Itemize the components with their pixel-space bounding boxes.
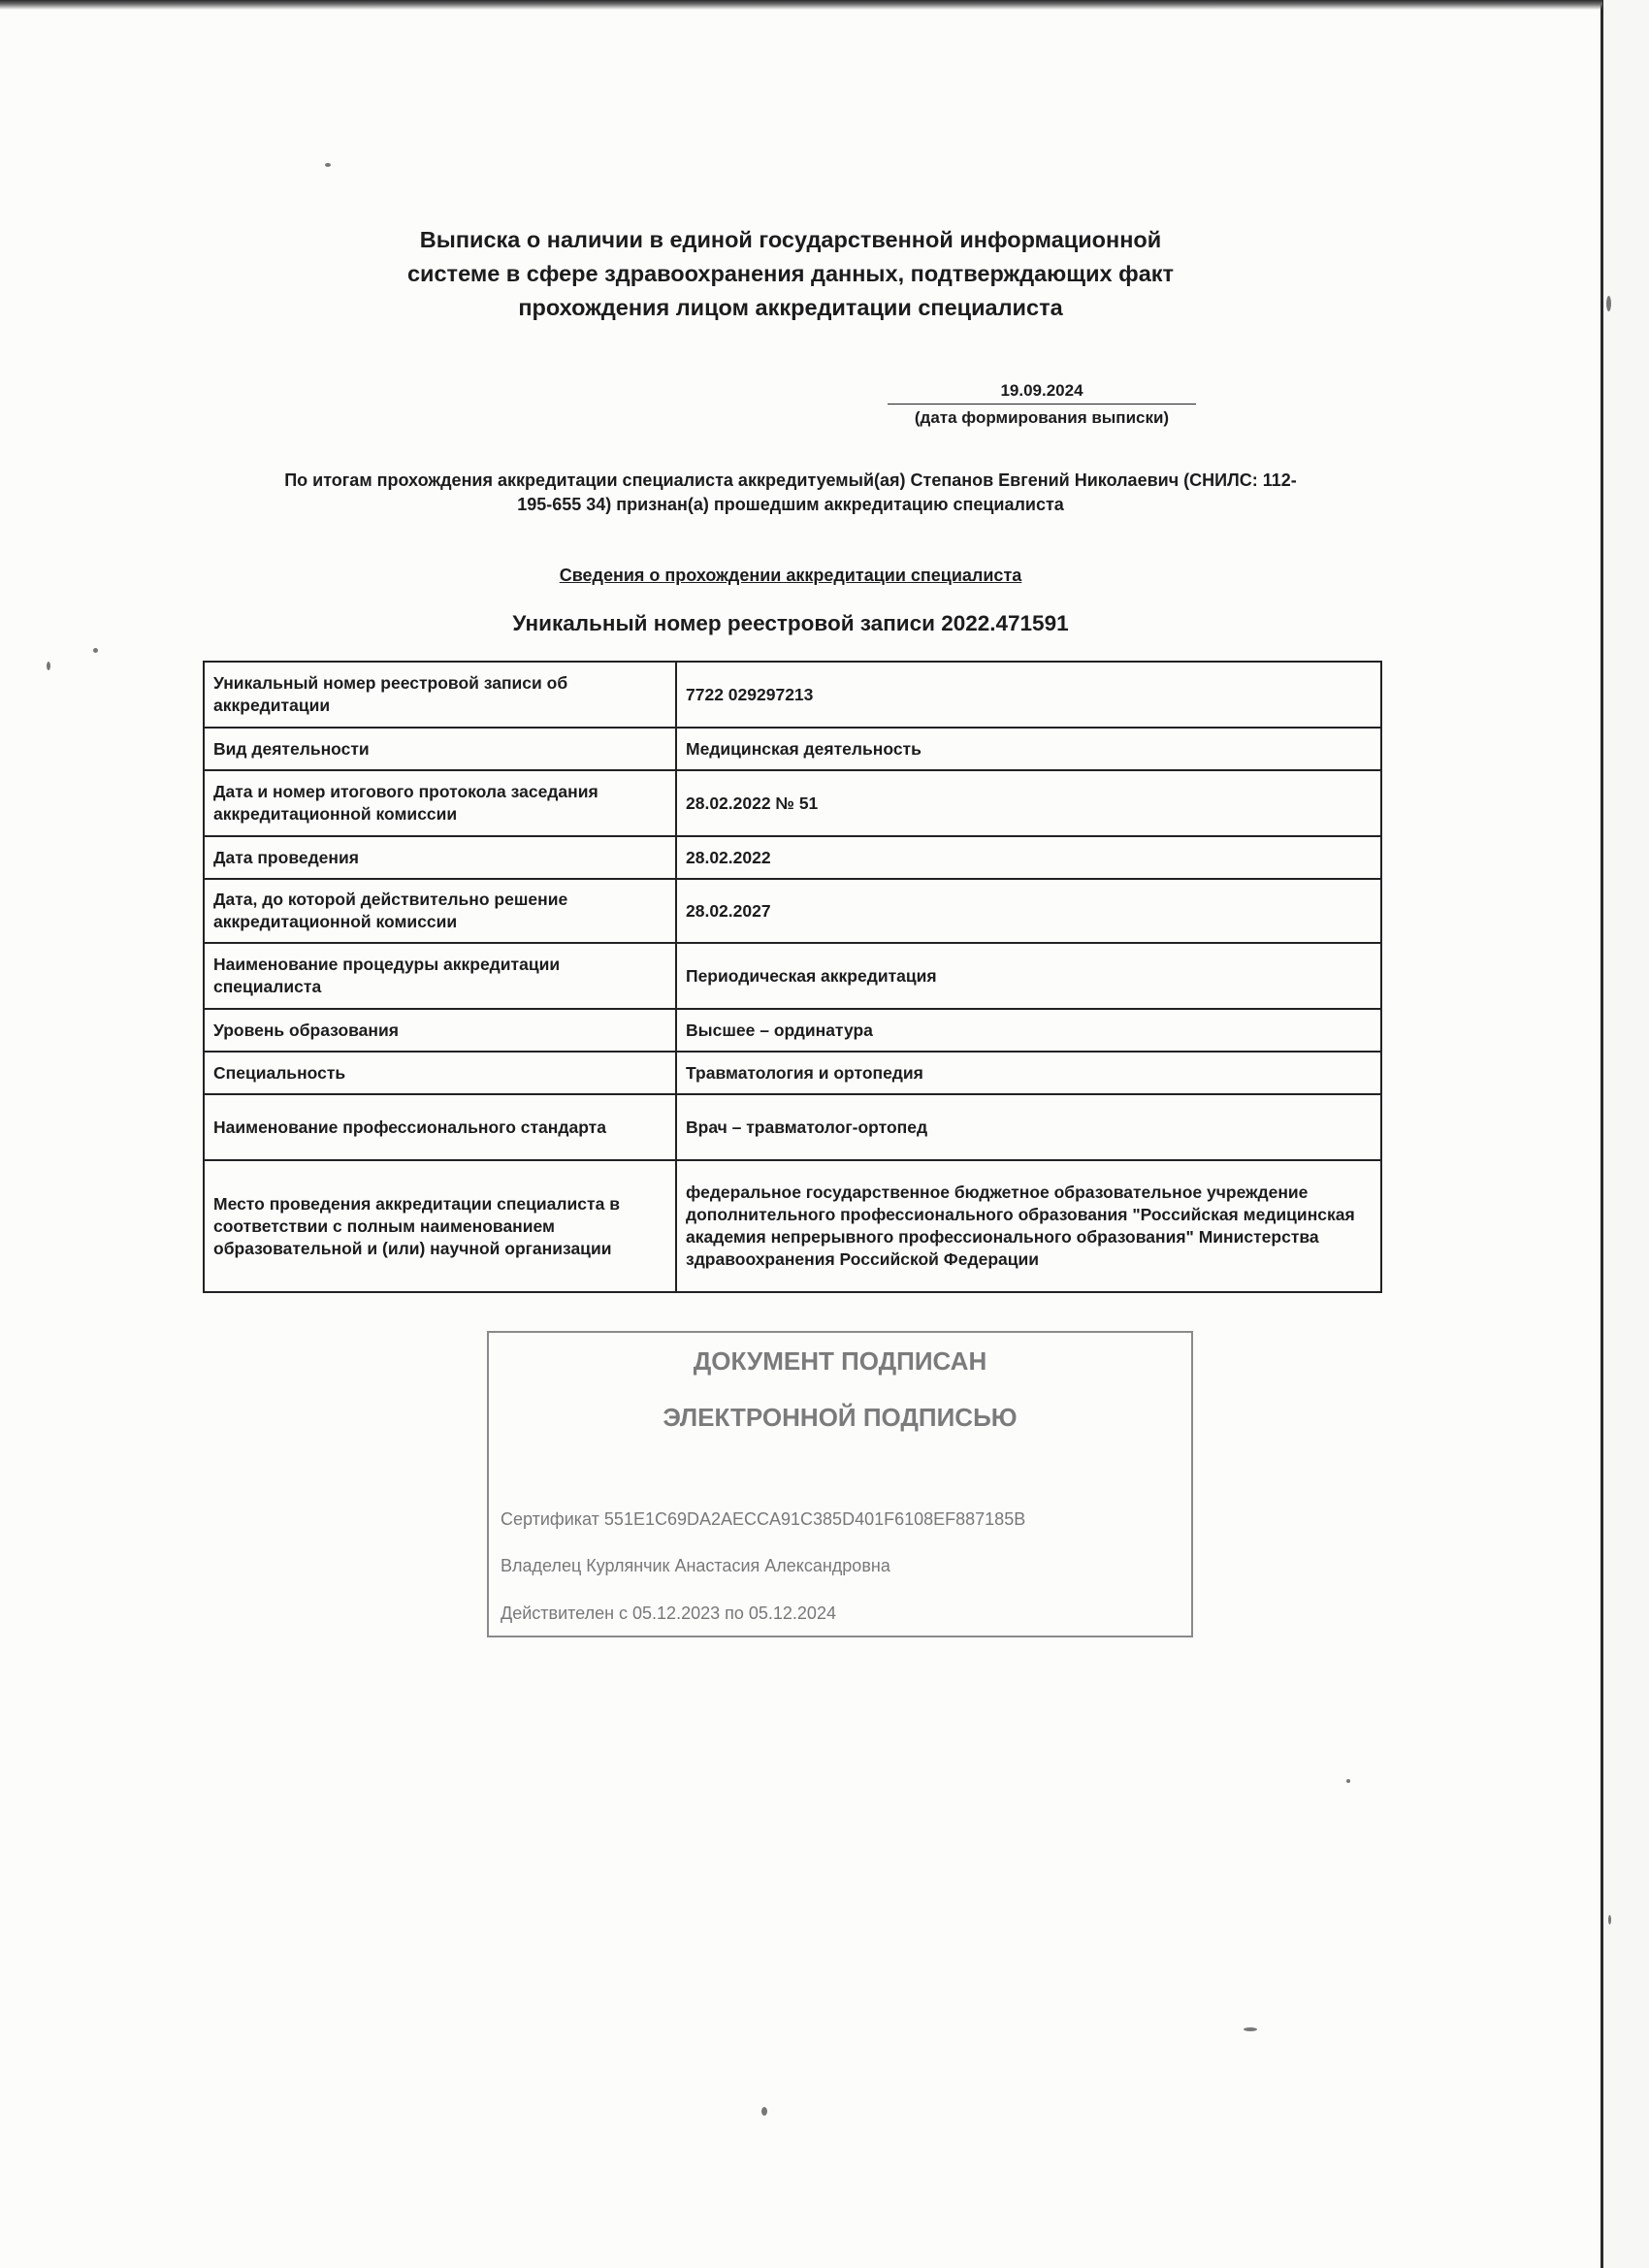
- row-value: Врач – травматолог-ортопед: [676, 1094, 1381, 1160]
- intro-line-2: 195-655 34) признан(а) прошедшим аккредитацию специалиста: [517, 495, 1064, 514]
- title-line-2: системе в сфере здравоохранения данных, подтверждающих факт: [406, 261, 1175, 286]
- row-label: Место проведения аккредитации специалиста в соответствии с полным наименованием образовательной и (или) научной организации: [204, 1160, 676, 1292]
- row-label: Вид деятельности: [204, 728, 676, 770]
- table-row: [204, 728, 1381, 770]
- row-label: Дата и номер итогового протокола заседания аккредитационной комиссии: [204, 770, 676, 836]
- intro-line-1: По итогам прохождения аккредитации специалиста аккредитуемый(ая) Степанов Евгений Николаевич (СНИЛС: 112-: [284, 470, 1297, 490]
- issue-date: 19.09.2024: [888, 380, 1196, 405]
- table-row: [204, 1052, 1381, 1094]
- scan-speck: [1608, 1915, 1611, 1925]
- document-title: [291, 223, 1290, 325]
- scan-speck: [93, 648, 98, 653]
- row-value: 28.02.2022: [676, 836, 1381, 879]
- row-label: Уникальный номер реестровой записи об аккредитации: [204, 662, 676, 728]
- row-label: Дата проведения: [204, 836, 676, 879]
- row-value: 28.02.2027: [676, 879, 1381, 943]
- scan-speck: [1346, 1779, 1350, 1783]
- scan-speck: [1244, 2027, 1257, 2031]
- issue-date-caption: (дата формирования выписки): [914, 408, 1170, 427]
- stamp-heading-1: ДОКУМЕНТ ПОДПИСАН: [693, 1346, 987, 1376]
- scan-speck: [47, 662, 50, 670]
- table-row: [204, 770, 1381, 836]
- title-line-1: Выписка о наличии в единой государственной информационной: [419, 227, 1162, 252]
- stamp-heading-2: ЭЛЕКТРОННОЙ ПОДПИСЬЮ: [663, 1403, 1018, 1432]
- stamp-validity: Действителен с 05.12.2023 по 05.12.2024: [501, 1604, 836, 1623]
- electronic-signature-stamp: [487, 1331, 1193, 1637]
- row-value: Травматология и ортопедия: [676, 1052, 1381, 1094]
- issue-date-block: [888, 380, 1196, 430]
- table-row: [204, 1094, 1381, 1160]
- stamp-owner: Владелец Курлянчик Анастасия Александровна: [501, 1556, 890, 1575]
- table-row: [204, 943, 1381, 1009]
- scan-speck: [325, 163, 331, 167]
- section-title: Сведения о прохождении аккредитации специалиста: [559, 566, 1022, 585]
- row-label: Уровень образования: [204, 1009, 676, 1052]
- table-row: [204, 662, 1381, 728]
- table-row: [204, 1160, 1381, 1292]
- table-row: [204, 836, 1381, 879]
- registry-number: Уникальный номер реестровой записи 2022.471591: [512, 611, 1069, 635]
- row-label: Специальность: [204, 1052, 676, 1094]
- table-row: [204, 879, 1381, 943]
- row-label: Наименование профессионального стандарта: [204, 1094, 676, 1160]
- scan-speck: [761, 2107, 767, 2116]
- scan-edge: [0, 0, 1602, 10]
- table-row: [204, 1009, 1381, 1052]
- accreditation-table: [203, 661, 1382, 1293]
- row-label: Наименование процедуры аккредитации специалиста: [204, 943, 676, 1009]
- row-value: Высшее – ординатура: [676, 1009, 1381, 1052]
- stamp-certificate: Сертификат 551E1C69DA2AECCA91C385D401F6108EF887185B: [501, 1509, 1026, 1529]
- row-value: 28.02.2022 № 51: [676, 770, 1381, 836]
- scan-speck: [1606, 296, 1611, 311]
- row-label: Дата, до которой действительно решение аккредитационной комиссии: [204, 879, 676, 943]
- title-line-3: прохождения лицом аккредитации специалиста: [518, 295, 1063, 320]
- row-value: Медицинская деятельность: [676, 728, 1381, 770]
- intro-text: [194, 469, 1387, 517]
- row-value: Периодическая аккредитация: [676, 943, 1381, 1009]
- row-value: федеральное государственное бюджетное образовательное учреждение дополнительного профессионального образования "Российская медицинская академия непрерывного профессионального образования" Министерства здравоохранения Российской Федерации: [676, 1160, 1381, 1292]
- row-value: 7722 029297213: [676, 662, 1381, 728]
